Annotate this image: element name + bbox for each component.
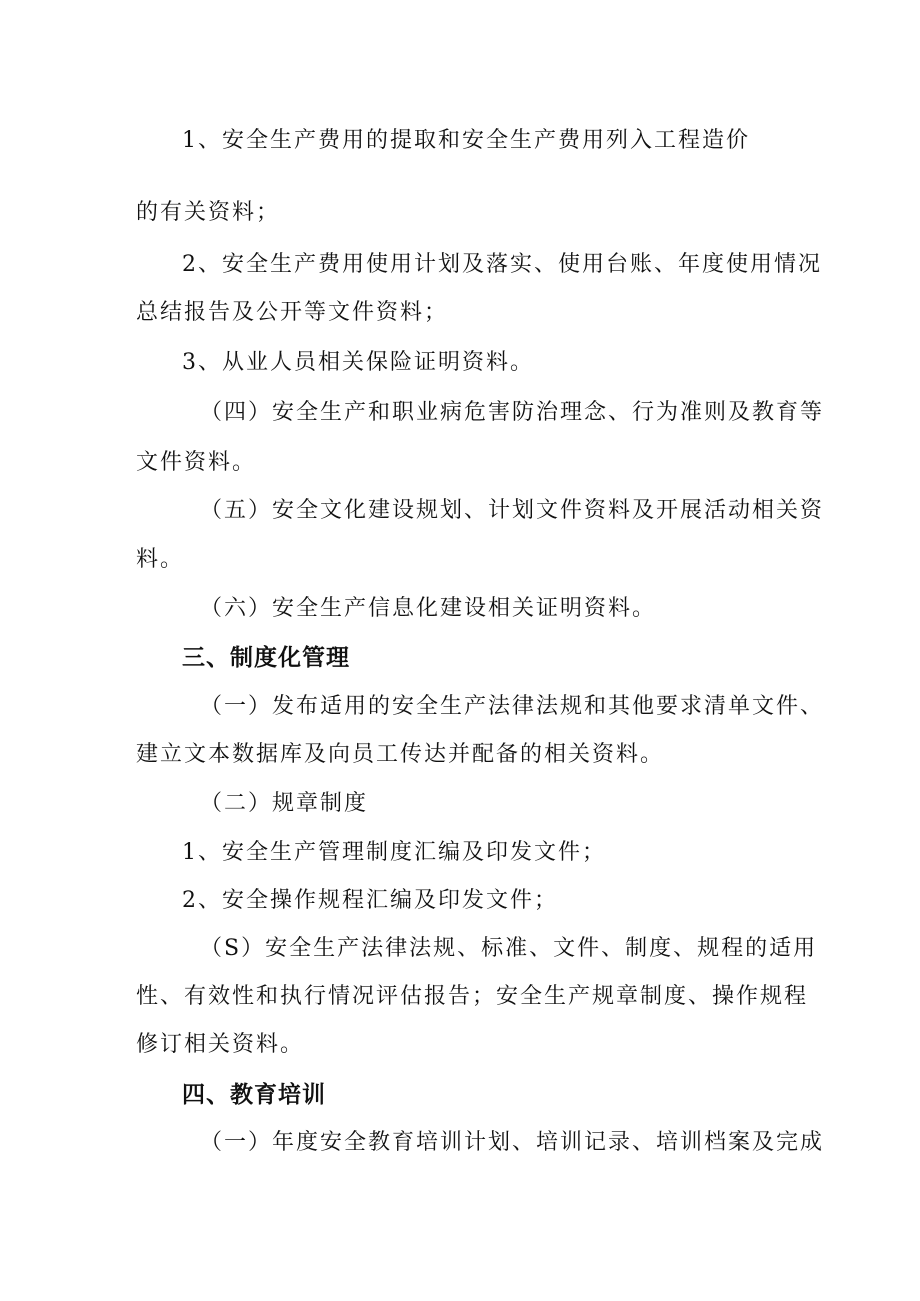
- para-line: 2、安全生产费用使用计划及落实、使用台账、年度使用情况: [182, 252, 822, 277]
- para-line: 3、从业人员相关保险证明资料。: [182, 350, 534, 375]
- para-line: （六）安全生产信息化建设相关证明资料。: [200, 596, 657, 621]
- para-line: （四）安全生产和职业病危害防治理念、行为准则及教育等: [200, 400, 825, 425]
- para-line: 文件资料。: [136, 450, 257, 475]
- para-line: （S）安全生产法律法规、标准、文件、制度、规程的适用: [200, 936, 818, 961]
- para-line: 料。: [136, 547, 185, 572]
- para-line: （一）发布适用的安全生产法律法规和其他要求清单文件、: [200, 694, 825, 719]
- section-heading: 三、制度化管理: [182, 645, 350, 671]
- para-line: 总结报告及公开等文件资料；: [136, 300, 449, 325]
- para-line: 2、安全操作规程汇编及印发文件；: [182, 888, 558, 913]
- para-line: 建立文本数据库及向员工传达并配备的相关资料。: [136, 742, 665, 767]
- section-heading: 四、教育培训: [182, 1082, 326, 1108]
- para-line: 1、安全生产管理制度汇编及印发文件；: [182, 840, 606, 865]
- para-line: 1、安全生产费用的提取和安全生产费用列入工程造价: [182, 128, 750, 153]
- para-line: 性、有效性和执行情况评估报告；安全生产规章制度、操作规程: [136, 984, 809, 1009]
- para-line: （一）年度安全教育培训计划、培训记录、培训档案及完成: [200, 1130, 825, 1155]
- para-line: （二）规章制度: [200, 791, 369, 816]
- para-line: （五）安全文化建设规划、计划文件资料及开展活动相关资: [200, 498, 825, 523]
- para-line: 修订相关资料。: [136, 1032, 305, 1057]
- para-line: 的有关资料；: [136, 200, 281, 225]
